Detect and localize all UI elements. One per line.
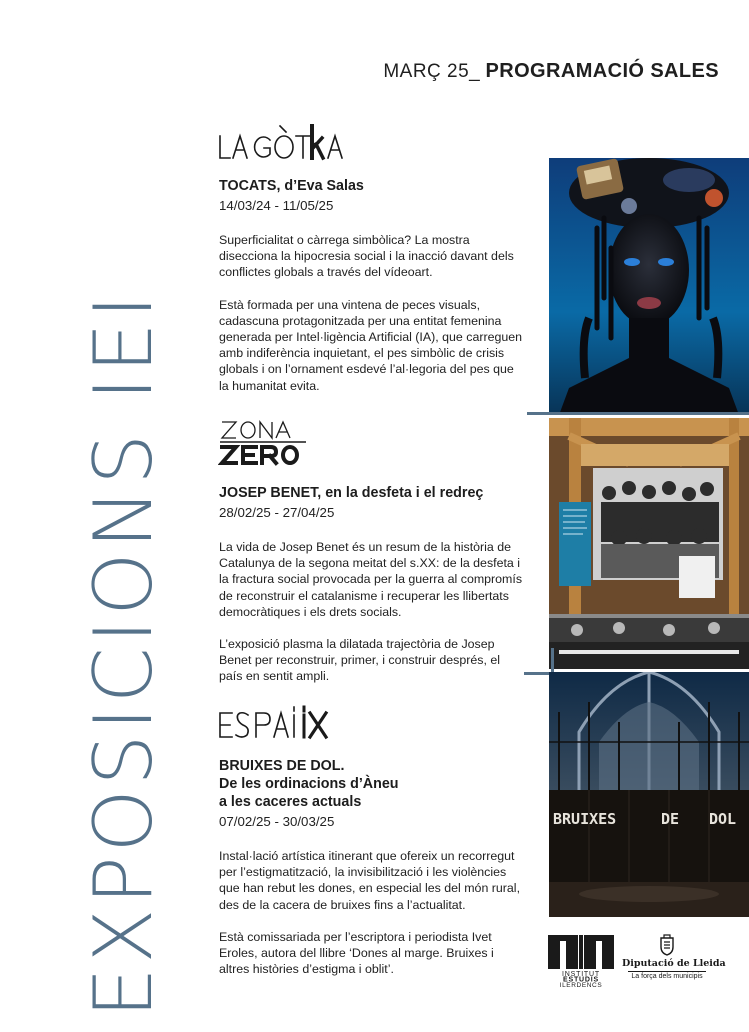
divider: [628, 971, 706, 972]
iei-logo-line: ESTUDIS: [563, 976, 599, 984]
banner-word: DE: [661, 810, 680, 828]
exhibition-description: Instal·lació artística itinerant que ofereix un recorregut per l’estigmatització, la invisibilització i les violències que han rebut les dones, en especial les del món rural, des de la cacera de bruixes fins a l’actualitat.: [219, 849, 521, 912]
coat-of-arms-icon: [657, 934, 677, 956]
exhibition-dates: 14/03/24 - 11/05/25: [219, 198, 334, 213]
header-title: PROGRAMACIÓ SALES: [485, 60, 719, 82]
espai-ix-logo: [218, 705, 336, 741]
banner-word: DOL: [709, 810, 737, 828]
exhibition-description: Està formada per una vintena de peces visuals, cadascuna protagonitzada per una entitat femenina generada per Intel·ligència Artificial (IA), que carreguen amb indiferència inquietant, el pes simbòlic de crisis globals i on l’ornament esdevé l’al·legoria del pes que la humanitat evita.: [219, 297, 523, 393]
exhibition-dates: 07/02/25 - 30/03/25: [219, 814, 335, 829]
diputacio-tagline: La força dels municipis: [631, 973, 703, 980]
diputacio-logo: [622, 934, 726, 980]
exhibition-title: JOSEP BENET, en la desfeta i el redreç: [219, 485, 484, 501]
banner-word: BRUIXES: [553, 810, 617, 828]
exhibition-dates: 28/02/25 - 27/04/25: [219, 505, 335, 520]
header-month: MARÇ 25_: [383, 61, 481, 82]
vertical-title: EXPOSICIONS IEI: [77, 290, 170, 1018]
diputacio-name: Diputació de Lleida: [622, 958, 726, 969]
venue-3-block: [219, 757, 524, 977]
separator-line: [524, 672, 552, 675]
separator-tick: [551, 648, 554, 672]
header: [383, 60, 719, 83]
exhibition-description: Superficialitat o càrrega simbòlica? La mostra disecciona la hipocresia social i la inacció davant dels conflictes globals a través del vídeoart.: [219, 233, 514, 280]
venue-2-block: [219, 484, 524, 685]
iei-logo: [548, 935, 614, 992]
photo-tocats: [549, 158, 749, 415]
exhibition-title: TOCATS, d’Eva Salas: [219, 178, 364, 194]
iei-logo-line: ILERDENCS: [559, 982, 603, 987]
photo-bruixes-de-dol: [549, 672, 749, 917]
zona-zero-logo: [218, 418, 310, 468]
exhibition-description: La vida de Josep Benet és un resum de la història de Catalunya de la segona meitat del s.XX: de la desfeta i la fractura social provocada per la guerra al compromís de reconstruir el catalanisme i recuperar les llibertats democràtiques i els drets socials.: [219, 540, 523, 619]
separator-line: [527, 412, 749, 415]
exhibition-title: BRUIXES DE DOL.: [219, 758, 345, 774]
exhibition-description: L’exposició plasma la dilatada trajectòria de Josep Benet per reconstruir, primer, i construir després, el país en sentit ampli.: [219, 637, 500, 684]
photo-josep-benet: [549, 418, 749, 669]
la-gotika-logo: [218, 122, 350, 162]
venue-1-block: [219, 177, 524, 394]
exhibition-description: Està comissariada per l’escriptora i periodista Ivet Eroles, autora del llibre ‘Dones al marge. Bruixes i altres històries d’estigma i oblit’.: [219, 929, 494, 977]
exhibition-subtitle: De les ordinacions d’Àneu: [219, 776, 399, 792]
iei-logo-line: INSTITUT: [562, 971, 600, 978]
exhibition-subtitle: a les caceres actuals: [219, 794, 362, 810]
